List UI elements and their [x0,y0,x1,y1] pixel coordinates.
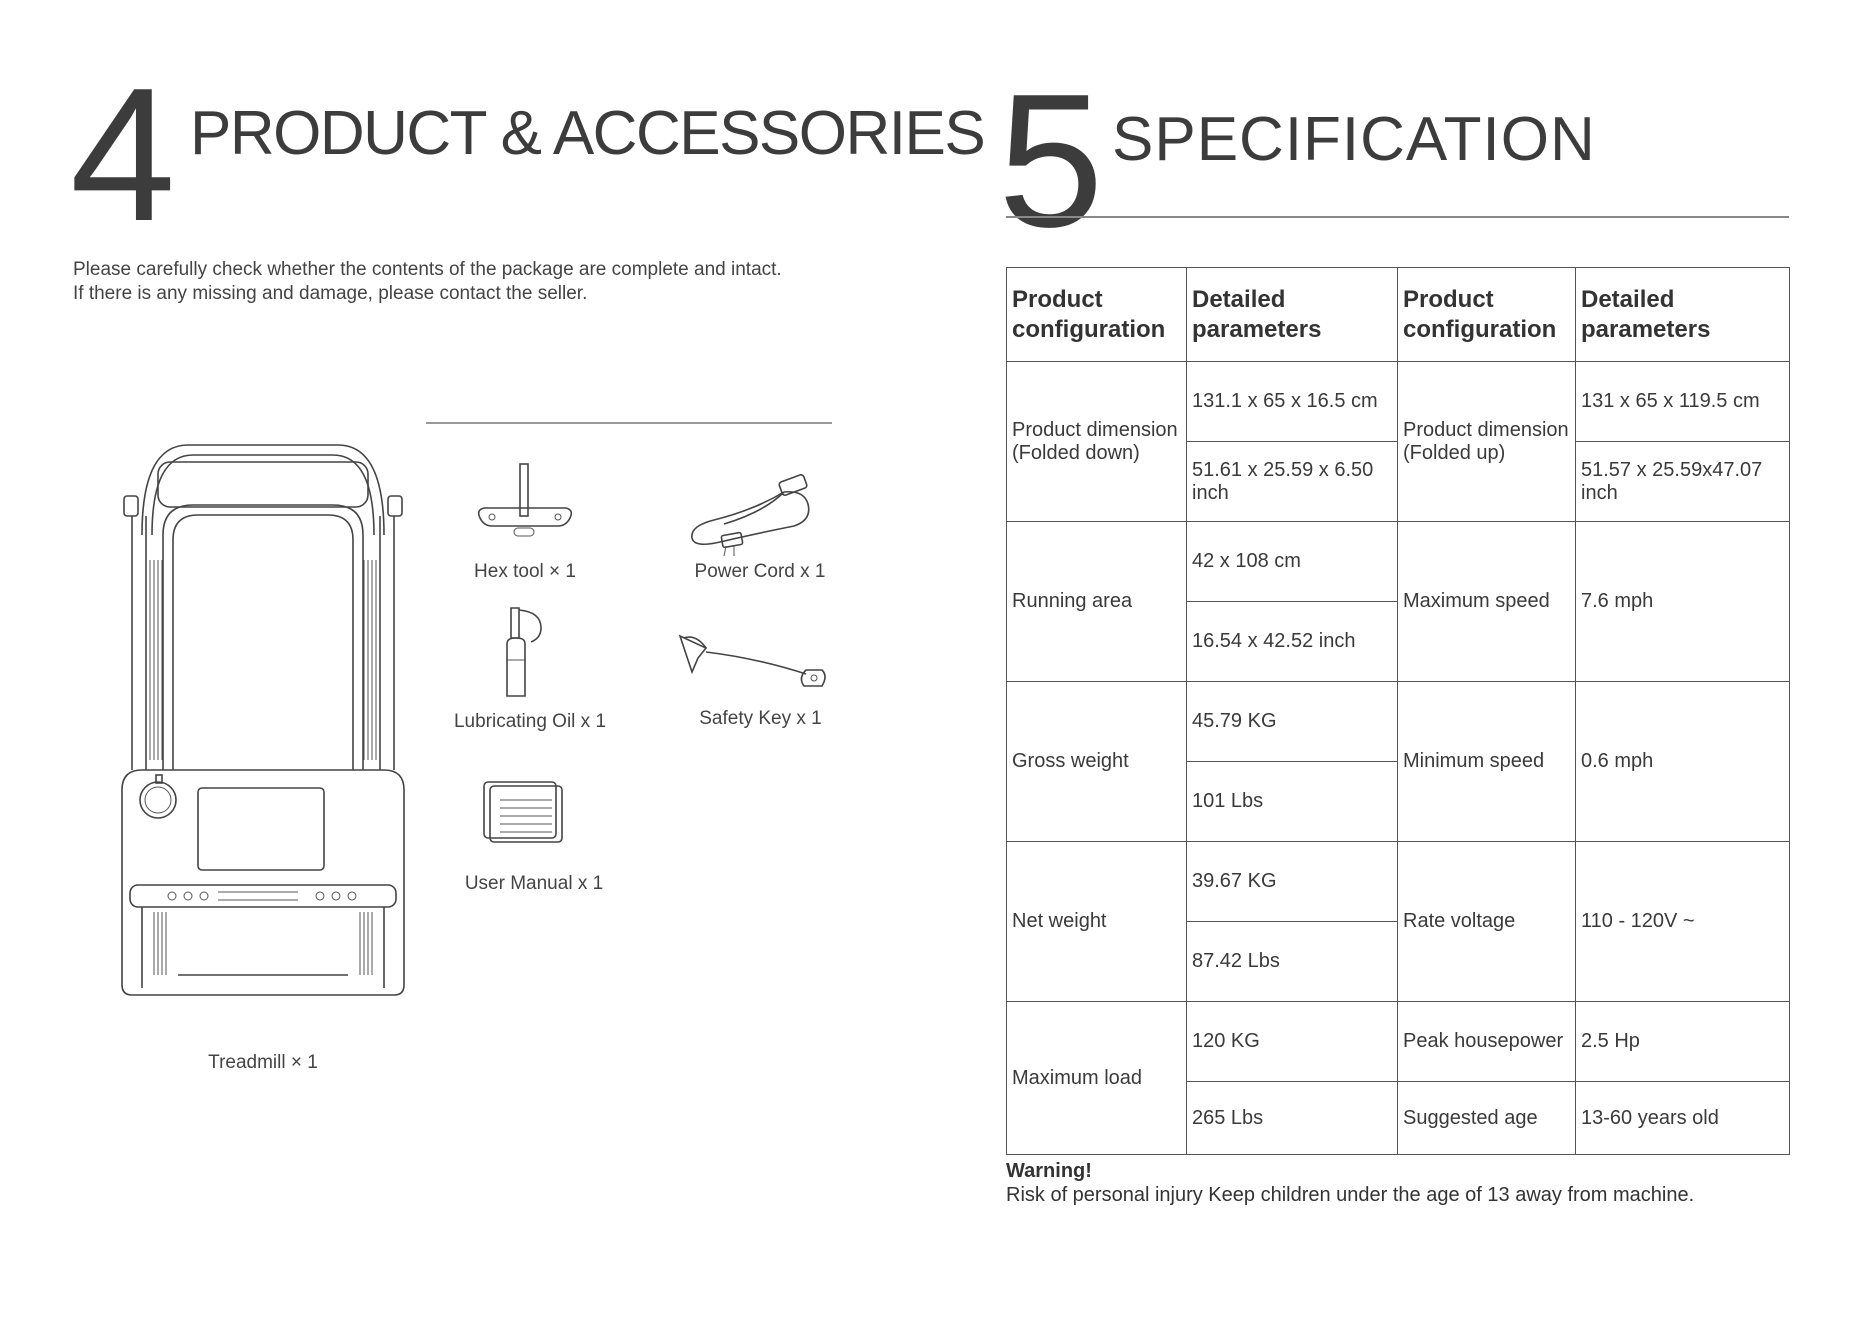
header-product-configuration: Product configuration [1007,268,1187,362]
spec-label: Maximum speed [1398,522,1576,682]
table-row [1007,522,1790,602]
spec-value: 131 x 65 x 119.5 cm [1576,362,1790,442]
spec-value: 110 - 120V ~ [1576,842,1790,1002]
accessories-divider [426,422,832,424]
caption-treadmill: Treadmill × 1 [208,1052,318,1073]
spec-label: Net weight [1007,842,1187,1002]
caption-power-cord: Power Cord x 1 [694,561,826,582]
spec-label: Running area [1007,522,1187,682]
table-header-row [1007,268,1790,362]
spec-value: 7.6 mph [1576,522,1790,682]
spec-label: Product dimension (Folded up) [1398,362,1576,522]
header-detailed-parameters: Detailed parameters [1576,268,1790,362]
safety-key-icon [676,630,832,694]
intro-line-1: Please carefully check whether the contents of the package are complete and intact. [73,259,782,280]
table-row [1007,842,1790,922]
spec-value: 101 Lbs [1187,762,1398,842]
power-cord-icon [684,470,819,560]
spec-label: Product dimension (Folded down) [1007,362,1187,522]
caption-user-manual: User Manual x 1 [464,873,604,894]
spec-value: 131.1 x 65 x 16.5 cm [1187,362,1398,442]
warning-title: Warning! [1006,1160,1092,1182]
caption-safety-key: Safety Key x 1 [699,708,822,729]
header-product-configuration: Product configuration [1398,268,1576,362]
spec-label: Rate voltage [1398,842,1576,1002]
user-manual-icon [482,780,566,844]
section-title-product-accessories: PRODUCT & ACCESSORIES [190,99,985,168]
spec-value: 0.6 mph [1576,682,1790,842]
spec-label: Suggested age [1398,1082,1576,1155]
table-row [1007,362,1790,442]
spec-value: 51.61 x 25.59 x 6.50 inch [1187,442,1398,522]
specification-divider [1006,216,1789,218]
spec-value: 16.54 x 42.52 inch [1187,602,1398,682]
section-number-5: 5 [998,55,1100,267]
warning-text: Risk of personal injury Keep children under the age of 13 away from machine. [1006,1184,1695,1206]
treadmill-illustration [118,440,406,1000]
table-row [1007,1002,1790,1082]
spec-value: 13-60 years old [1576,1082,1790,1155]
spec-value: 42 x 108 cm [1187,522,1398,602]
intro-text [73,258,782,306]
spec-label: Minimum speed [1398,682,1576,842]
spec-value: 265 Lbs [1187,1082,1398,1155]
table-row [1007,682,1790,762]
caption-lubricating-oil: Lubricating Oil x 1 [453,711,607,732]
section-title-specification: SPECIFICATION [1112,105,1596,174]
intro-line-2: If there is any missing and damage, please contact the seller. [73,283,588,304]
spec-value: 87.42 Lbs [1187,922,1398,1002]
spec-label: Maximum load [1007,1002,1187,1155]
section-number-4: 4 [70,49,172,261]
spec-value: 45.79 KG [1187,682,1398,762]
spec-value: 51.57 x 25.59x47.07 inch [1576,442,1790,522]
hex-tool-icon [470,460,580,542]
spec-label: Gross weight [1007,682,1187,842]
specification-table [1006,267,1790,1155]
header-detailed-parameters: Detailed parameters [1187,268,1398,362]
spec-value: 2.5 Hp [1576,1002,1790,1082]
caption-hex-tool: Hex tool × 1 [474,561,576,582]
spec-label: Peak housepower [1398,1002,1576,1082]
lubricating-oil-icon [497,604,557,700]
spec-value: 120 KG [1187,1002,1398,1082]
spec-value: 39.67 KG [1187,842,1398,922]
